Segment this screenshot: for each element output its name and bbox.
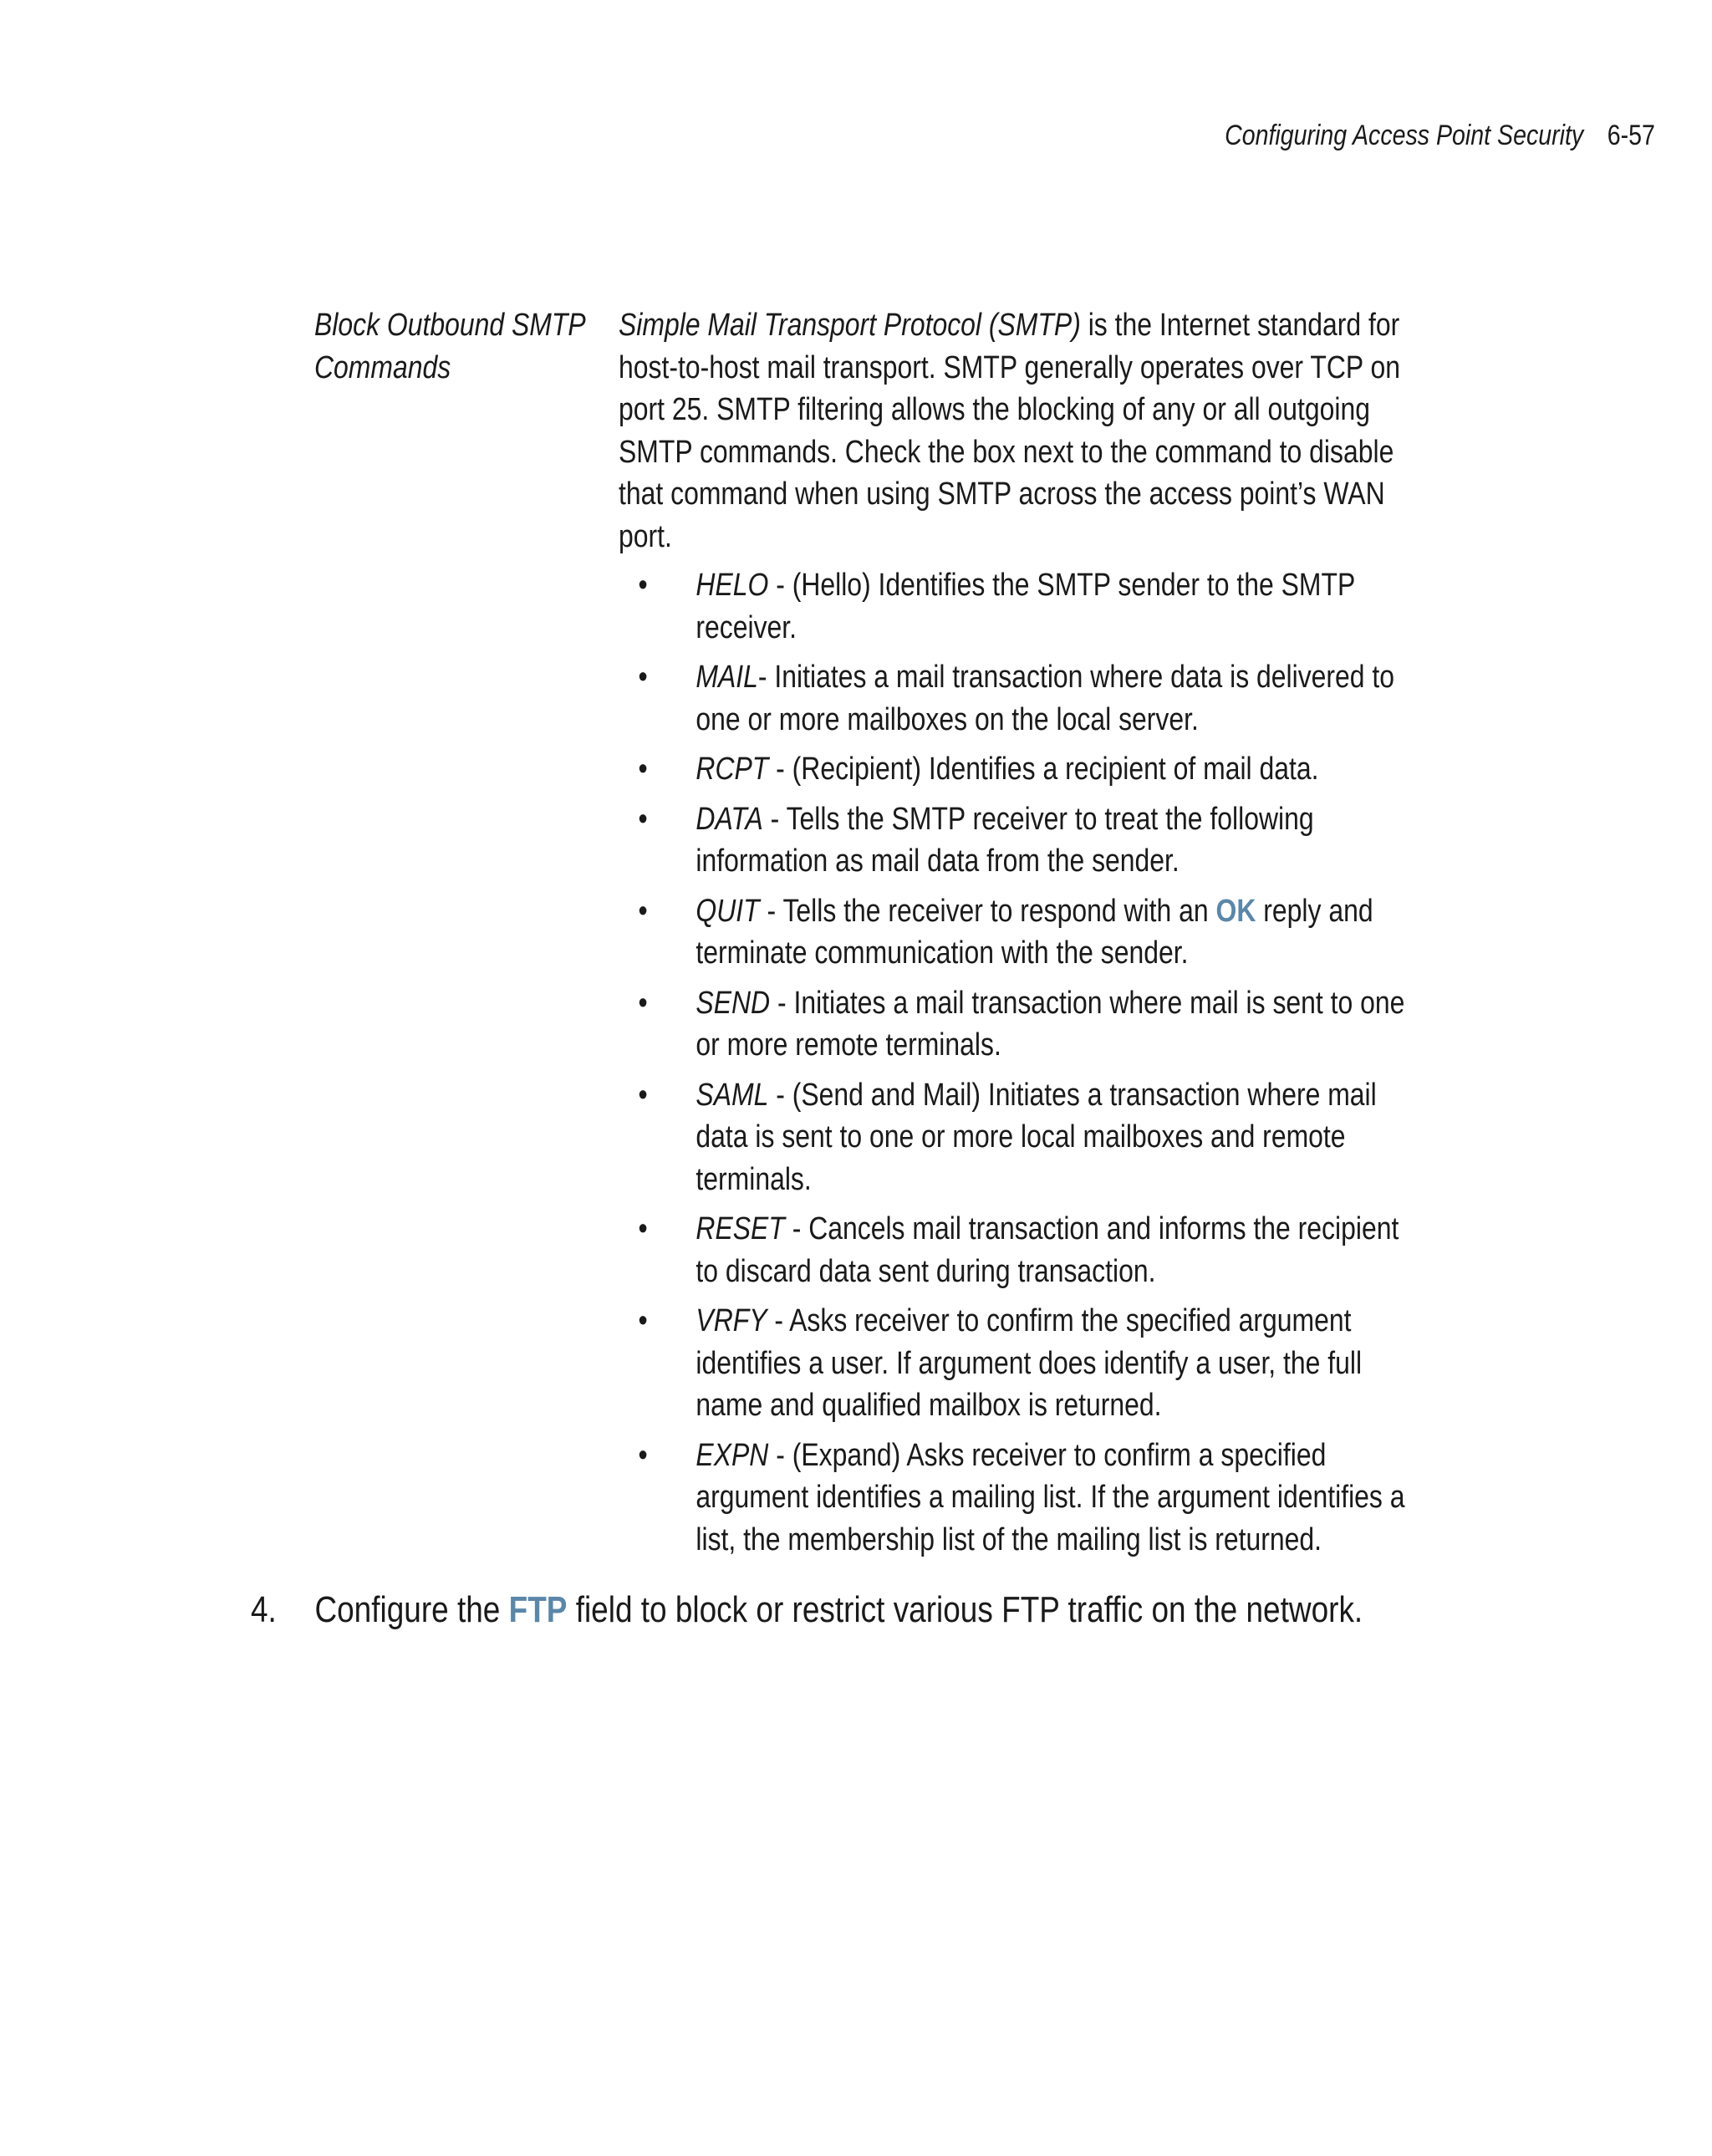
command-term: RCPT [696,752,769,787]
command-desc: - Initiates a mail transaction where mail is sent to one or more remote terminals. [696,985,1405,1063]
command-term: EXPN [696,1437,769,1473]
command-term: SEND [696,985,771,1021]
command-desc: - Initiates a mail transaction where data is delivered to one or more mailboxes on the local server. [696,660,1395,737]
command-desc: - (Send and Mail) Initiates a transaction where mail data is sent to one or more local mailboxes and remote terminals. [696,1077,1377,1197]
command-vrfy [619,1300,1426,1427]
step-4 [251,1587,1363,1634]
command-desc: - (Expand) Asks receiver to confirm a specified argument identifies a mailing list. If the argument identifies a list, the membership list of the mailing list is returned. [696,1437,1405,1557]
command-term: HELO [696,568,769,603]
command-reset [619,1208,1426,1292]
step-text-before: Configure the [314,1589,509,1630]
command-saml [619,1074,1426,1201]
command-data [619,798,1426,883]
command-desc: - Asks receiver to confirm the specified argument identifies a user. If argument does identify a user, the full name and qualified mailbox is returned. [696,1303,1363,1423]
page-number: 6-57 [1607,120,1655,151]
parameter-name [314,304,599,389]
parameter-name-label: Block Outbound SMTP Commands [314,308,585,385]
command-expn [619,1435,1426,1562]
page-header [1225,117,1655,154]
command-rcpt [619,748,1426,791]
intro-term: Simple Mail Transport Protocol (SMTP) [619,308,1081,343]
intro-paragraph [619,304,1426,558]
command-send [619,982,1426,1067]
command-desc: - (Hello) Identifies the SMTP sender to the SMTP receiver. [696,568,1355,645]
command-list [619,564,1426,1561]
command-desc: - Tells the receiver to respond with an [759,893,1216,929]
parameter-description [619,304,1426,1568]
ok-label: OK [1215,893,1256,929]
command-term: DATA [696,801,763,837]
command-helo [619,564,1426,649]
command-desc: - (Recipient) Identifies a recipient of mail data. [768,752,1319,787]
section-title: Configuring Access Point Security [1225,120,1584,151]
command-term: MAIL [696,660,758,695]
command-desc-after: reply and terminate communication with the sender. [696,893,1373,971]
ftp-label: FTP [508,1589,568,1630]
command-term: QUIT [696,893,760,929]
command-desc: - Tells the SMTP receiver to treat the following information as mail data from the sender. [696,801,1314,879]
step-number: 4. [251,1589,277,1630]
step-text-after: field to block or restrict various FTP traffic on the network. [567,1589,1363,1630]
command-quit [619,890,1426,975]
command-term: VRFY [696,1303,767,1338]
command-desc: - Cancels mail transaction and informs the recipient to discard data sent during transaction. [696,1211,1399,1289]
command-mail [619,656,1426,741]
intro-text: is the Internet standard for host-to-host mail transport. SMTP generally operates over TCP on port 25. SMTP filtering allows the blocking of any or all outgoing SMTP commands. Check the box next to the command to disable that command when using SMTP across the access point’s WAN port. [619,308,1400,554]
command-term: RESET [696,1211,785,1246]
command-term: SAML [696,1077,769,1113]
